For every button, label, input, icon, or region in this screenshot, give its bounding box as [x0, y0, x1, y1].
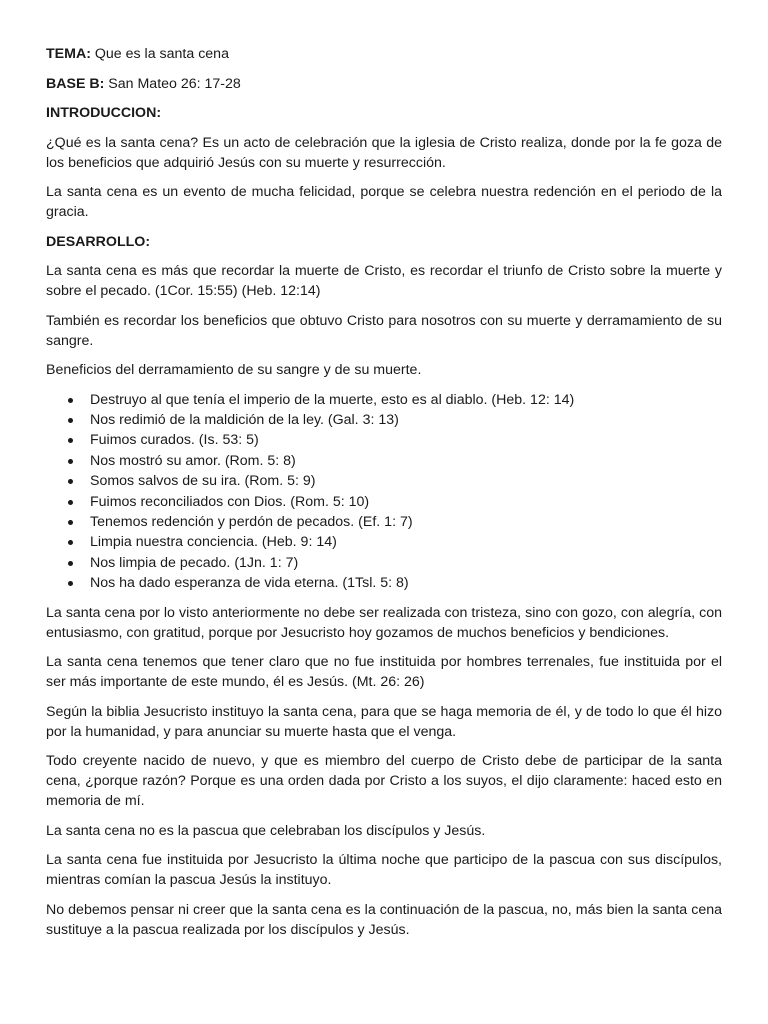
bullet-icon — [68, 500, 73, 505]
intro-paragraph: ¿Qué es la santa cena? Es un acto de celebración que la iglesia de Cristo realiza, donde por la fe goza de los beneficios que adquirió Jesús con su muerte y resurrección. — [46, 134, 722, 171]
bullet-icon — [68, 398, 73, 403]
list-item: Somos salvos de su ira. (Rom. 5: 9) — [46, 471, 722, 491]
intro-paragraph: La santa cena es un evento de mucha felicidad, porque se celebra nuestra redención en el periodo de la gracia. — [46, 184, 722, 220]
bullet-icon — [68, 418, 73, 423]
base-label: BASE B: — [46, 75, 105, 92]
benefits-list — [46, 390, 722, 594]
bullet-icon — [68, 479, 73, 484]
bullet-icon — [68, 540, 73, 545]
bullet-icon — [68, 520, 73, 525]
tema-line — [46, 44, 722, 64]
document-page — [46, 44, 722, 949]
tema-label: TEMA: — [46, 46, 91, 62]
list-item: Nos limpia de pecado. (1Jn. 1: 7) — [46, 553, 722, 573]
introduccion-heading: INTRODUCCION: — [46, 105, 162, 121]
bullet-icon — [68, 459, 73, 464]
list-item: Nos redimió de la maldición de la ley. (Gal. 3: 13) — [46, 410, 722, 430]
desarrollo-paragraph: Según la biblia Jesucristo instituyo la santa cena, para que se haga memoria de él, y de todo lo que él hizo por la humanidad, y para anunciar su muerte hasta que el venga. — [46, 703, 722, 740]
desarrollo-heading: DESARROLLO: — [46, 233, 151, 250]
benefits-intro: Beneficios del derramamiento de su sangre y de su muerte. — [46, 362, 422, 378]
desarrollo-paragraph: También es recordar los beneficios que obtuvo Cristo para nosotros con su muerte y derramamiento de su sangre. — [46, 312, 722, 349]
list-item: Nos mostró su amor. (Rom. 5: 8) — [46, 451, 722, 471]
desarrollo-paragraph: No debemos pensar ni creer que la santa cena es la continuación de la pascua, no, más bien la santa cena sustituye a la pascua realizada por los discípulos y Jesús. — [46, 901, 722, 938]
desarrollo-paragraph: La santa cena por lo visto anteriormente no debe ser realizada con tristeza, sino con gozo, con alegría, con entusiasmo, con gratitud, porque por Jesucristo hoy gozamos de muchos beneficios y bendiciones. — [46, 604, 722, 641]
bullet-icon — [68, 561, 73, 566]
tema-value: Que es la santa cena — [94, 46, 229, 62]
list-item: Tenemos redención y perdón de pecados. (Ef. 1: 7) — [46, 512, 722, 532]
list-item: Nos ha dado esperanza de vida eterna. (1Tsl. 5: 8) — [46, 573, 722, 593]
list-item: Destruyo al que tenía el imperio de la muerte, esto es al diablo. (Heb. 12: 14) — [46, 390, 722, 410]
base-line — [46, 74, 722, 94]
base-value: San Mateo 26: 17-28 — [108, 75, 241, 92]
desarrollo-paragraph: La santa cena fue instituida por Jesucristo la última noche que participo de la pascua con sus discípulos, mientras comían la pascua Jesús la instituyo. — [46, 852, 722, 889]
desarrollo-paragraph: Todo creyente nacido de nuevo, y que es miembro del cuerpo de Cristo debe de participar de la santa cena, ¿porque razón? Porque es una orden dada por Cristo a los suyos, el dijo claramente: haced esto en memoria de mí. — [46, 753, 722, 810]
desarrollo-paragraph: La santa cena no es la pascua que celebraban los discípulos y Jesús. — [46, 822, 486, 839]
list-item: Fuimos reconciliados con Dios. (Rom. 5: 10) — [46, 492, 722, 512]
desarrollo-paragraph: La santa cena tenemos que tener claro que no fue instituida por hombres terrenales, fue instituida por el ser más importante de este mundo, él es Jesús. (Mt. 26: 26) — [46, 654, 722, 691]
list-item: Limpia nuestra conciencia. (Heb. 9: 14) — [46, 532, 722, 552]
list-item: Fuimos curados. (Is. 53: 5) — [46, 430, 722, 450]
bullet-icon — [68, 581, 73, 586]
desarrollo-paragraph: La santa cena es más que recordar la muerte de Cristo, es recordar el triunfo de Cristo sobre la muerte y sobre el pecado. (1Cor. 15:55) (Heb. 12:14) — [46, 263, 722, 299]
bullet-icon — [68, 438, 73, 443]
